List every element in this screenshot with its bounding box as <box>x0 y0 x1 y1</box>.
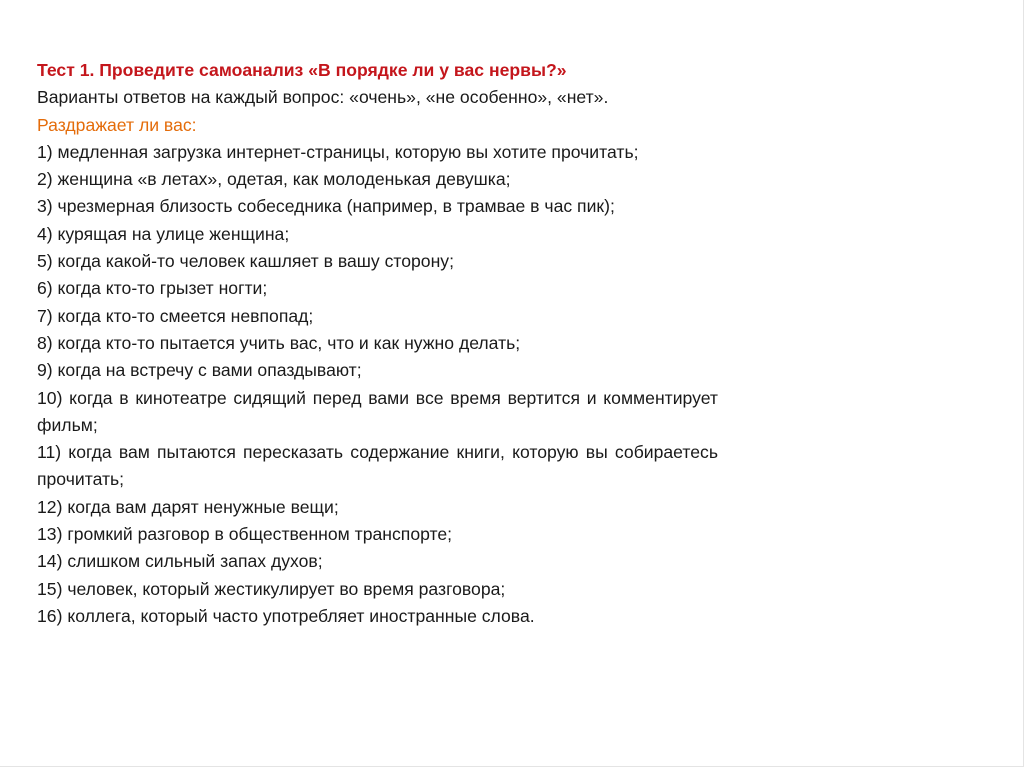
list-item: 12) когда вам дарят ненужные вещи; <box>37 496 339 517</box>
list-item: 8) когда кто-то пытается учить вас, что и как нужно делать; <box>37 332 521 353</box>
slide-content <box>37 57 718 630</box>
list-item: 6) когда кто-то грызет ногти; <box>37 278 268 299</box>
list-item: 10) когда в кинотеатре сидящий перед вами все время вертится и комментирует фильм; <box>37 387 718 435</box>
list-item: 5) когда какой-то человек кашляет в вашу сторону; <box>37 251 454 272</box>
list-item: 2) женщина «в летах», одетая, как молоденькая девушка; <box>37 169 511 190</box>
list-item: 15) человек, который жестикулирует во время разговора; <box>37 578 506 599</box>
list-item: 13) громкий разговор в общественном транспорте; <box>37 524 453 545</box>
list-item: 1) медленная загрузка интернет-страницы, которую вы хотите прочитать; <box>37 141 639 162</box>
answers-note: Варианты ответов на каждый вопрос: «очень», «не особенно», «нет». <box>37 87 609 108</box>
list-item: 9) когда на встречу с вами опаздывают; <box>37 360 362 381</box>
question-list <box>37 139 718 630</box>
question-heading: Раздражает ли вас: <box>37 114 197 135</box>
list-item: 7) когда кто-то смеется невпопад; <box>37 305 314 326</box>
list-item: 14) слишком сильный запах духов; <box>37 551 323 572</box>
test-title: Тест 1. Проведите самоанализ «В порядке ли у вас нервы?» <box>37 60 567 80</box>
list-item: 3) чрезмерная близость собеседника (например, в трамвае в час пик); <box>37 196 615 217</box>
list-item: 16) коллега, который часто употребляет иностранные слова. <box>37 605 535 626</box>
list-item: 4) курящая на улице женщина; <box>37 223 290 244</box>
list-item: 11) когда вам пытаются пересказать содержание книги, которую вы собираетесь прочитать; <box>37 442 718 490</box>
